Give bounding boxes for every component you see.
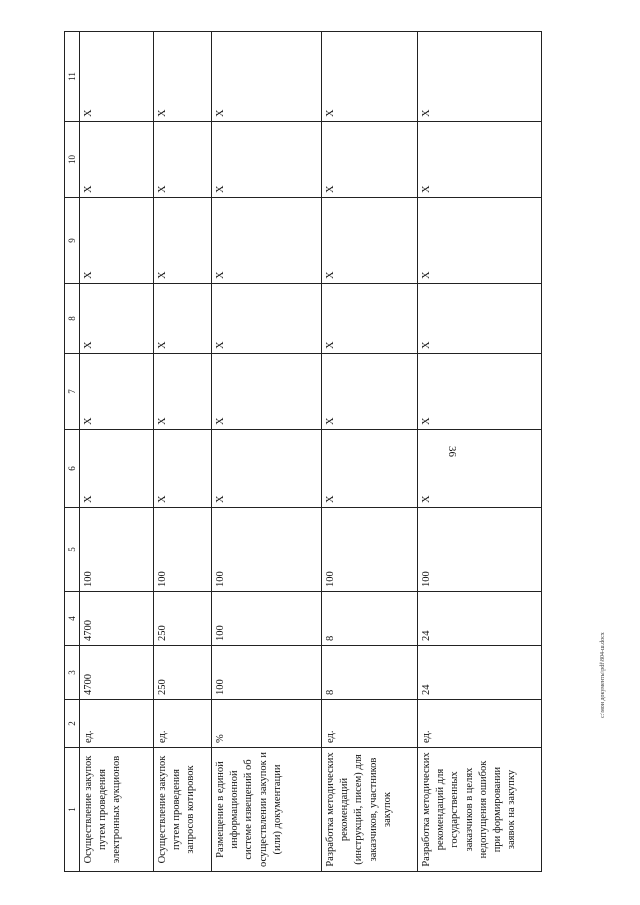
column-header: 5: [65, 508, 80, 592]
table-cell: X: [80, 198, 154, 284]
table-cell: 100: [322, 508, 418, 592]
table-cell: X: [212, 198, 322, 284]
table-cell: X: [154, 32, 212, 122]
table-cell: X: [212, 430, 322, 508]
table-cell: 100: [212, 508, 322, 592]
column-header: 9: [65, 198, 80, 284]
table-cell: X: [322, 284, 418, 354]
table-cell: 24: [418, 592, 542, 646]
table-cell: 100: [418, 508, 542, 592]
table-cell: 100: [154, 508, 212, 592]
table-cell: 250: [154, 592, 212, 646]
footer-file-path: c:\мои документы\pdf\804-ш.docx: [600, 632, 606, 718]
table-cell: X: [212, 354, 322, 430]
table-cell: 8: [322, 646, 418, 700]
column-header: 3: [65, 646, 80, 700]
table-cell: 100: [80, 508, 154, 592]
column-header: 4: [65, 592, 80, 646]
column-header: 11: [65, 32, 80, 122]
table-row: [80, 32, 154, 872]
table-cell: X: [322, 32, 418, 122]
table-cell: 100: [212, 646, 322, 700]
table-cell: X: [418, 354, 542, 430]
table-cell: X: [418, 430, 542, 508]
table-row: [322, 32, 418, 872]
table-cell: X: [322, 430, 418, 508]
table-cell: X: [154, 354, 212, 430]
table-cell: 24: [418, 646, 542, 700]
table-cell: X: [418, 32, 542, 122]
column-header: 10: [65, 122, 80, 198]
column-header: 2: [65, 700, 80, 748]
table-cell: ед.: [154, 700, 212, 748]
table-cell: ед.: [418, 700, 542, 748]
table-cell: X: [212, 32, 322, 122]
row-name-cell: Разработка методических рекомендаций для государственных заказчиков в целях недопущения ошибок при формировании заявок на закупку: [418, 748, 542, 872]
table-cell: 250: [154, 646, 212, 700]
table-cell: X: [212, 122, 322, 198]
table-cell: X: [154, 122, 212, 198]
table-cell: X: [322, 122, 418, 198]
table-cell: X: [322, 354, 418, 430]
table-cell: X: [154, 284, 212, 354]
data-table: [64, 31, 542, 872]
table-cell: X: [418, 284, 542, 354]
table-cell: X: [154, 430, 212, 508]
table-cell: 4700: [80, 592, 154, 646]
table-cell: X: [80, 284, 154, 354]
column-header: 6: [65, 430, 80, 508]
table-row: [418, 32, 542, 872]
table-row: [212, 32, 322, 872]
table-header-row: [65, 32, 80, 872]
row-name-cell: Осуществление закупок путем проведения электронных аукционов: [80, 748, 154, 872]
table-cell: %: [212, 700, 322, 748]
column-header: 1: [65, 748, 80, 872]
column-header: 8: [65, 284, 80, 354]
table-cell: X: [212, 284, 322, 354]
table-cell: X: [80, 354, 154, 430]
table-row: [154, 32, 212, 872]
table-cell: X: [418, 198, 542, 284]
table-cell: ед.: [80, 700, 154, 748]
column-header: 7: [65, 354, 80, 430]
row-name-cell: Разработка методических рекомендаций (инструкций, писем) для заказчиков, участников закупок: [322, 748, 418, 872]
table-cell: X: [418, 122, 542, 198]
table-cell: X: [80, 122, 154, 198]
page-number: 36: [446, 446, 458, 457]
table-cell: X: [80, 430, 154, 508]
table-cell: 4700: [80, 646, 154, 700]
table-cell: 100: [212, 592, 322, 646]
table-cell: X: [80, 32, 154, 122]
table-cell: ед.: [322, 700, 418, 748]
table-cell: 8: [322, 592, 418, 646]
table-cell: X: [154, 198, 212, 284]
table-cell: X: [322, 198, 418, 284]
row-name-cell: Размещение в единой информационной системе извещений об осуществлении закупок и (или) документации: [212, 748, 322, 872]
data-table-container: [64, 32, 529, 872]
row-name-cell: Осуществление закупок путем проведения запросов котировок: [154, 748, 212, 872]
